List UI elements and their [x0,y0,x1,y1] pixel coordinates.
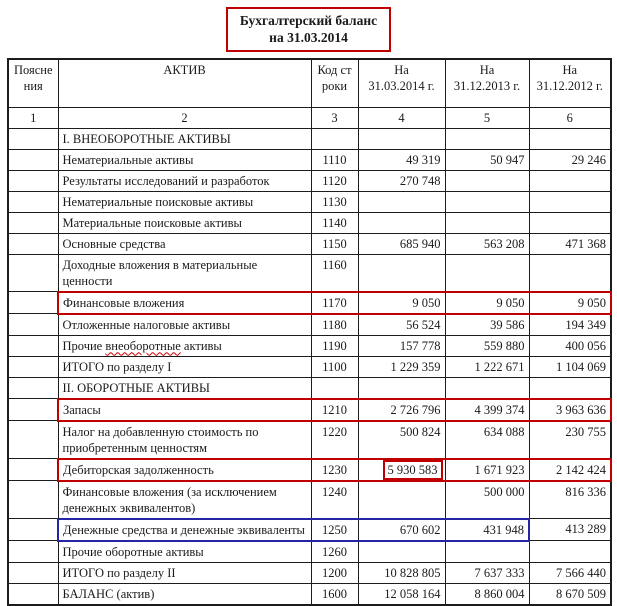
column-index-1: 1 [8,107,58,128]
code-cell: 1110 [311,149,358,170]
column-index-row [8,107,611,128]
code-cell: 1150 [311,233,358,254]
explanation-cell [8,481,58,519]
label-text: активы [180,338,222,353]
value-2014-cell: 10 828 805 [358,562,445,583]
explanation-cell [8,377,58,399]
explanation-cell [8,314,58,336]
asset-label-cell: Запасы [58,399,311,421]
value-2013-cell [445,128,529,149]
value-2013-cell: 8 860 004 [445,583,529,605]
header-date-2013-line1: На [479,63,495,77]
value-2014-cell: 670 602 [358,519,445,541]
code-cell: 1190 [311,335,358,356]
value-2012-cell: 816 336 [529,481,611,519]
value-2012-cell [529,541,611,563]
value-2014-cell [358,481,445,519]
asset-label-cell: Финансовые вложения [58,292,311,314]
value-2012-cell: 1 104 069 [529,356,611,377]
header-date-2014-line2: 31.03.2014 г. [368,79,435,93]
asset-label-cell: ИТОГО по разделу II [58,562,311,583]
column-index-3: 3 [311,107,358,128]
asset-label-cell: Денежные средства и денежные эквиваленты [58,519,311,541]
table-row [8,399,611,421]
value-2014-cell [358,212,445,233]
code-cell: 1120 [311,170,358,191]
value-2012-cell: 3 963 636 [529,399,611,421]
value-2012-cell [529,377,611,399]
misspelled-word: внеоборотные [105,338,181,353]
table-row [8,481,611,519]
explanation-cell [8,421,58,459]
value-2014-cell [358,377,445,399]
code-cell: 1240 [311,481,358,519]
value-2014-cell [358,459,445,481]
section-title-cell: II. ОБОРОТНЫЕ АКТИВЫ [58,377,311,399]
column-index-4: 4 [358,107,445,128]
value-2013-cell [445,191,529,212]
value-2012-cell [529,212,611,233]
value-2013-cell: 431 948 [445,519,529,541]
section-title-cell: I. ВНЕОБОРОТНЫЕ АКТИВЫ [58,128,311,149]
code-cell: 1220 [311,421,358,459]
value-2012-cell [529,191,611,212]
value-2014-cell [358,128,445,149]
balance-table [7,58,612,606]
asset-label-cell: Прочие оборотные активы [58,541,311,563]
header-explanations: Пояснения [8,59,58,107]
value-2014-cell: 1 229 359 [358,356,445,377]
code-cell: 1600 [311,583,358,605]
code-cell: 1200 [311,562,358,583]
code-cell: 1210 [311,399,358,421]
table-row [8,314,611,336]
value-2013-cell: 9 050 [445,292,529,314]
explanation-cell [8,128,58,149]
asset-label-cell: ИТОГО по разделу I [58,356,311,377]
header-row [8,59,611,107]
explanation-cell [8,254,58,292]
value-2014-cell: 500 824 [358,421,445,459]
header-line-code: Код строки [311,59,358,107]
table-row [8,170,611,191]
value-2012-cell [529,170,611,191]
value-2012-cell: 400 056 [529,335,611,356]
table-row [8,191,611,212]
explanation-cell [8,562,58,583]
value-2012-cell: 7 566 440 [529,562,611,583]
code-cell: 1100 [311,356,358,377]
document-title-line1: Бухгалтерский баланс [239,13,378,28]
column-index-6: 6 [529,107,611,128]
table-row [8,421,611,459]
explanation-cell [8,541,58,563]
value-2013-cell: 4 399 374 [445,399,529,421]
value-2012-cell: 2 142 424 [529,459,611,481]
document-title-line2: на 31.03.2014 [269,30,348,45]
section-row [8,377,611,399]
value-2014-cell [358,191,445,212]
value-2012-cell: 8 670 509 [529,583,611,605]
table-row [8,335,611,356]
value-2014-cell: 157 778 [358,335,445,356]
header-date-2012-line2: 31.12.2012 г. [536,79,603,93]
header-date-2012 [529,59,611,107]
asset-label-cell: Налог на добавленную стоимость по приобретенным ценностям [58,421,311,459]
code-cell: 1230 [311,459,358,481]
value-2014-cell: 685 940 [358,233,445,254]
explanation-cell [8,583,58,605]
value-2012-cell: 29 246 [529,149,611,170]
value-2012-cell [529,254,611,292]
asset-label-cell: Результаты исследований и разработок [58,170,311,191]
document-title-box [226,7,391,52]
asset-label-cell: Нематериальные поисковые активы [58,191,311,212]
value-2012-cell: 230 755 [529,421,611,459]
label-text: Прочие [62,338,106,353]
explanation-cell [8,212,58,233]
value-2012-cell: 413 289 [529,519,611,541]
table-row [8,583,611,605]
value-2013-cell [445,541,529,563]
explanation-cell [8,233,58,254]
asset-label-cell: Нематериальные активы [58,149,311,170]
value-2013-cell [445,377,529,399]
table-row [8,459,611,481]
explanation-cell [8,292,58,314]
value-2014-cell: 49 319 [358,149,445,170]
explanation-cell [8,399,58,421]
table-row [8,212,611,233]
asset-label-cell: БАЛАНС (актив) [58,583,311,605]
code-cell: 1160 [311,254,358,292]
value-2013-cell: 39 586 [445,314,529,336]
table-row [8,149,611,170]
code-cell: 1250 [311,519,358,541]
table-body [8,128,611,605]
explanation-cell [8,191,58,212]
code-cell: 1140 [311,212,358,233]
value-2013-cell: 50 947 [445,149,529,170]
table-row [8,233,611,254]
title-area [0,0,617,52]
value-2012-cell: 194 349 [529,314,611,336]
value-2013-cell: 563 208 [445,233,529,254]
table-row [8,292,611,314]
asset-label-cell: Основные средства [58,233,311,254]
value-2013-cell [445,212,529,233]
value-2013-cell: 1 671 923 [445,459,529,481]
header-date-2013-line2: 31.12.2013 г. [453,79,521,93]
code-cell: 1260 [311,541,358,563]
header-date-2014 [358,59,445,107]
value-2012-cell: 9 050 [529,292,611,314]
header-date-2013 [445,59,529,107]
highlighted-value-box: 5 930 583 [383,460,443,480]
asset-label-cell [58,335,311,356]
code-cell: 1130 [311,191,358,212]
header-asset: АКТИВ [58,59,311,107]
value-2014-cell: 270 748 [358,170,445,191]
value-2013-cell: 500 000 [445,481,529,519]
code-cell: 1180 [311,314,358,336]
explanation-cell [8,519,58,541]
explanation-cell [8,149,58,170]
explanation-cell [8,356,58,377]
asset-label-cell: Финансовые вложения (за исключением денежных эквивалентов) [58,481,311,519]
value-2012-cell: 471 368 [529,233,611,254]
value-2014-cell: 12 058 164 [358,583,445,605]
table-row [8,254,611,292]
value-2014-cell: 2 726 796 [358,399,445,421]
code-cell [311,377,358,399]
asset-label-cell: Материальные поисковые активы [58,212,311,233]
table-row [8,562,611,583]
value-2013-cell: 7 637 333 [445,562,529,583]
header-date-2014-line1: На [394,63,409,77]
code-cell: 1170 [311,292,358,314]
table-row [8,541,611,563]
section-row [8,128,611,149]
value-2013-cell [445,170,529,191]
table-row [8,519,611,541]
asset-label-cell: Дебиторская задолженность [58,459,311,481]
asset-label-cell: Доходные вложения в материальные ценности [58,254,311,292]
value-2014-cell: 56 524 [358,314,445,336]
value-2013-cell: 1 222 671 [445,356,529,377]
column-index-2: 2 [58,107,311,128]
column-index-5: 5 [445,107,529,128]
code-cell [311,128,358,149]
table-row [8,356,611,377]
value-2012-cell [529,128,611,149]
value-2013-cell [445,254,529,292]
value-2013-cell: 634 088 [445,421,529,459]
header-date-2012-line1: На [562,63,578,77]
asset-label-cell: Отложенные налоговые активы [58,314,311,336]
explanation-cell [8,335,58,356]
value-2014-cell: 9 050 [358,292,445,314]
explanation-cell [8,459,58,481]
value-2014-cell [358,254,445,292]
value-2014-cell [358,541,445,563]
explanation-cell [8,170,58,191]
value-2013-cell: 559 880 [445,335,529,356]
